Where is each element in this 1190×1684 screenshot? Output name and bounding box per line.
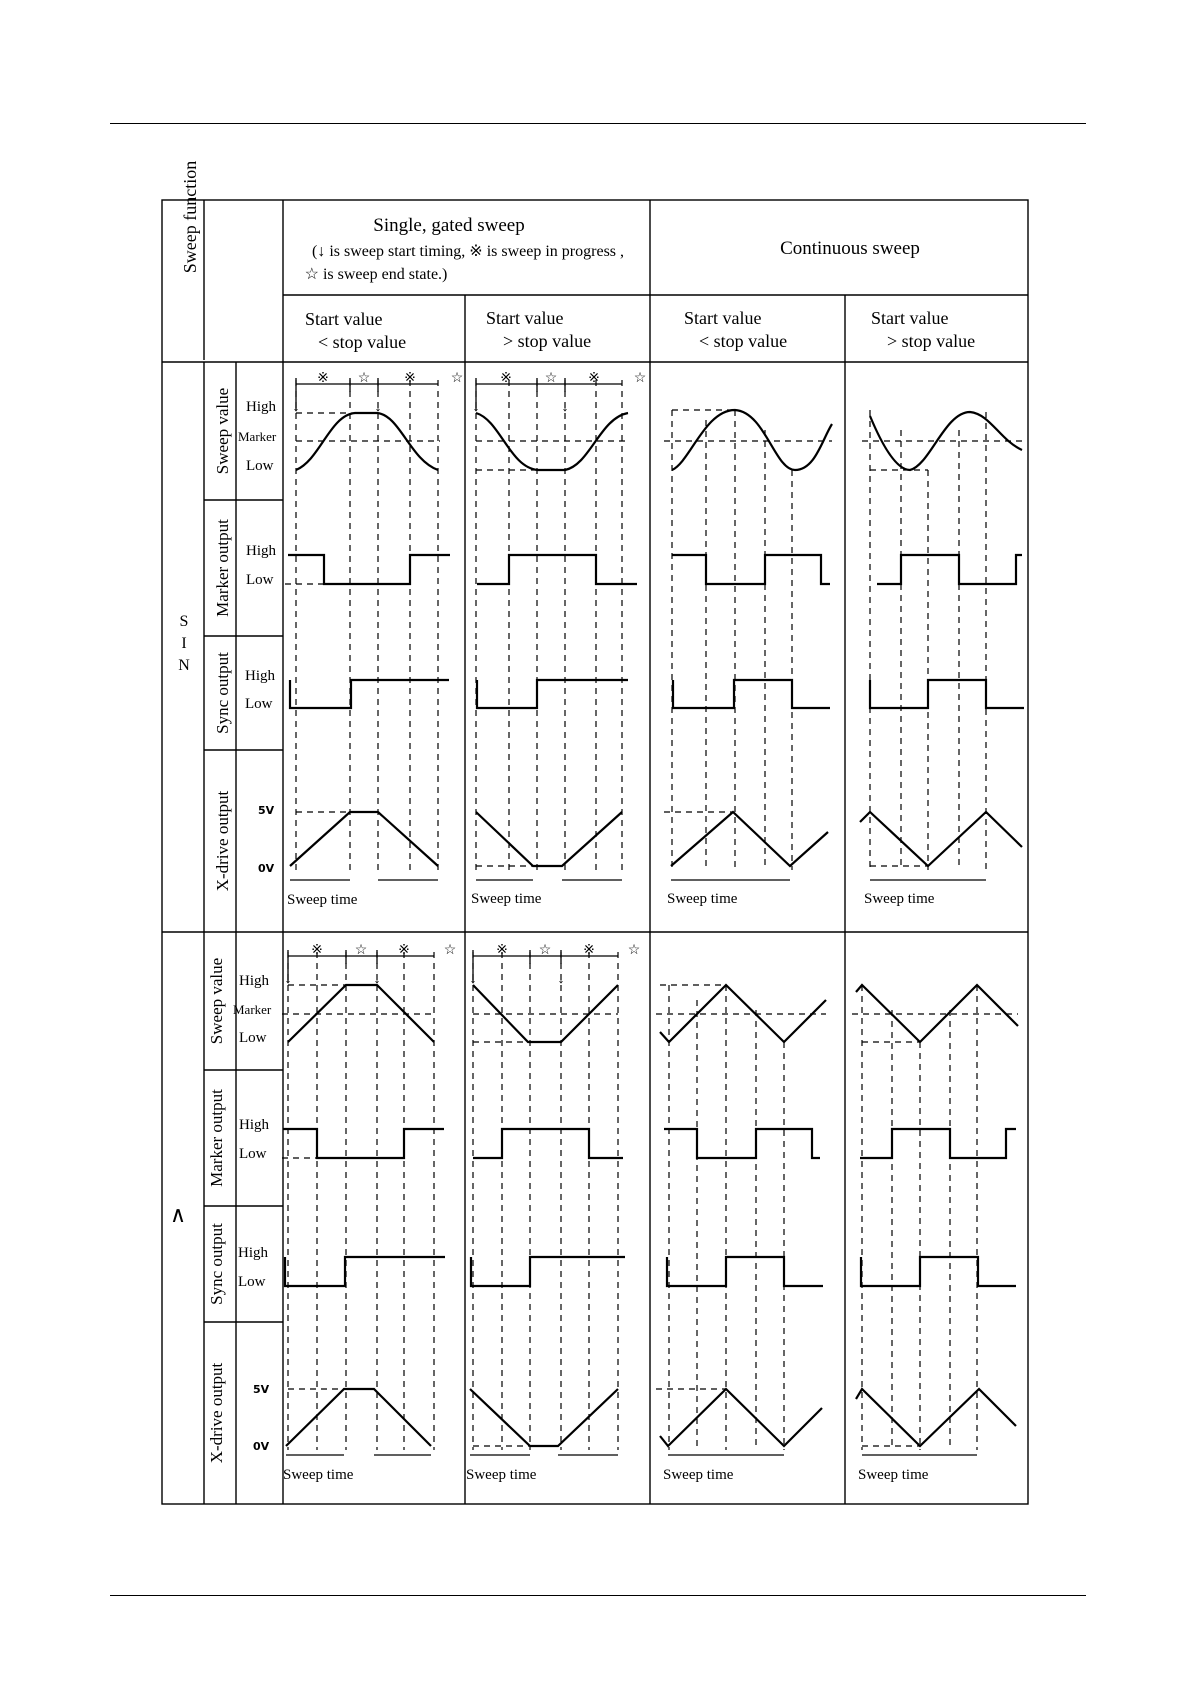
tri-col4-sweep-curve [856,985,1018,1042]
sin-row-xdrive-output: X-drive output [213,790,232,892]
sin-col4-marker-wave [877,555,1022,584]
sin-level-high: High [246,399,276,415]
row-labels [207,388,232,1463]
tri-col1-sync-wave [285,1257,445,1286]
col4-line2: > stop value [887,331,976,351]
tri-col2-start-arrow-1: ↓ [469,971,477,987]
tri-level-marker: Marker [233,1002,272,1017]
tri-col1-end-1: ☆ [354,943,368,958]
column-headers [305,308,975,352]
sin-row-sync-output: Sync output [213,652,232,734]
tri-col4-marker-wave [860,1129,1016,1158]
sweep-time-sin-4: Sweep time [864,891,935,907]
tri-col2-end-1: ☆ [538,943,552,958]
sweep-time-arrows [286,880,986,1455]
tri-col4-sync-wave [861,1257,1016,1286]
group-sin-s: S [179,613,189,630]
tri-sync-high: High [238,1245,268,1261]
sin-col1-end-1: ☆ [357,371,371,386]
sin-waveforms [288,410,1024,866]
sin-col2-start-arrow-1: ↓ [472,399,480,415]
group-sin-n: N [178,657,190,674]
sin-col1-sync-wave [290,680,449,708]
sin-xdrive-5v: 5V [258,804,275,817]
sin-col2-end-1: ☆ [544,371,558,386]
tri-col2-xdrive-wave [470,1389,618,1446]
col3-line1: Start value [684,308,762,328]
tri-xdrive-0v: 0V [253,1440,270,1453]
tri-col2-start-arrow-2: ↓ [557,971,565,987]
sin-col1-marker-wave [288,555,450,584]
tri-marker-high: High [239,1117,269,1133]
tri-marker-low: Low [239,1146,267,1162]
sin-col2-xdrive-wave [476,812,622,866]
tri-col3-sync-wave [667,1257,823,1286]
tri-level-high: High [239,973,269,989]
col1-line1: Start value [305,309,383,329]
sweep-time-labels [283,891,935,1483]
sin-col2-end-2: ☆ [633,371,647,386]
single-gated-note-line2: ☆ is sweep end state.) [304,266,448,283]
sin-sync-high: High [245,668,275,684]
sin-col1-start-arrow-2: ↓ [374,399,382,415]
tri-col3-marker-wave [664,1129,820,1158]
tri-col2-progress-1: ※ [496,943,508,958]
sin-col1-progress-2: ※ [404,371,416,386]
tri-sync-low: Low [238,1274,266,1290]
tri-col2-end-2: ☆ [627,943,641,958]
tri-row-marker-output: Marker output [207,1089,226,1187]
sin-col2-progress-1: ※ [500,371,512,386]
sin-marker-high: High [246,543,276,559]
tri-xdrive-5v: 5V [253,1383,270,1396]
sin-sync-low: Low [245,696,273,712]
sweep-time-tri-2: Sweep time [466,1467,537,1483]
sweep-time-sin-2: Sweep time [471,891,542,907]
tri-col1-start-arrow-1: ↓ [284,971,292,987]
tri-col3-xdrive-wave [660,1389,822,1446]
single-gated-note-line1: (↓ is sweep start timing, ※ is sweep in progress , [311,243,625,260]
col2-line1: Start value [486,308,564,328]
tri-col1-marker-wave [283,1129,444,1158]
sweep-time-sin-3: Sweep time [667,891,738,907]
sweep-time-tri-1: Sweep time [283,1467,354,1483]
sin-xdrive-0v: 0V [258,862,275,875]
col2-line2: > stop value [503,331,592,351]
tri-row-xdrive-output: X-drive output [207,1362,226,1464]
sin-col4-sync-wave [870,680,1024,708]
tri-col1-xdrive-wave [286,1389,431,1446]
sin-col3-xdrive-wave [671,812,828,866]
single-gated-title: Single, gated sweep [373,215,525,236]
group-sin-i: I [181,635,187,652]
sin-col2-progress-2: ※ [588,371,600,386]
sin-col3-marker-wave [672,555,830,584]
col3-line2: < stop value [699,331,788,351]
sin-col1-xdrive-wave [290,812,438,866]
sin-row-sweep-value: Sweep value [213,387,232,475]
sweep-time-sin-1: Sweep time [287,892,358,908]
sweep-time-tri-3: Sweep time [663,1467,734,1483]
continuous-title: Continuous sweep [780,238,920,259]
group-triangle-label: ∧ [169,1202,187,1227]
sin-col2-sync-wave [477,680,628,708]
tri-col4-xdrive-wave [856,1389,1016,1446]
tri-col2-sync-wave [471,1257,625,1286]
tri-row-sync-output: Sync output [207,1223,226,1305]
level-labels [233,399,277,1453]
col4-line1: Start value [871,308,949,328]
tri-col1-progress-2: ※ [398,943,410,958]
tri-col1-end-2: ☆ [443,943,457,958]
tri-col2-marker-wave [473,1129,623,1158]
col1-line2: < stop value [318,332,407,352]
sweep-function-label: Sweep function [180,160,200,274]
sin-col3-sync-wave [673,680,830,708]
sin-col3-sweep-curve [672,410,832,470]
tri-col1-start-arrow-2: ↓ [373,971,381,987]
sin-row-marker-output: Marker output [213,519,232,617]
sin-col1-progress-1: ※ [317,371,329,386]
dashed-guides [282,380,1022,1450]
tri-row-sweep-value: Sweep value [207,957,226,1045]
sin-col2-marker-wave [477,555,637,584]
sin-col1-start-arrow-1: ↓ [292,399,300,415]
sin-col2-start-arrow-2: ↓ [561,399,569,415]
sin-marker-low: Low [246,572,274,588]
tri-level-low: Low [239,1030,267,1046]
sin-level-marker: Marker [238,429,277,444]
sweep-time-tri-4: Sweep time [858,1467,929,1483]
table-grid [162,200,1028,1504]
sin-col1-end-2: ☆ [450,371,464,386]
tri-col2-progress-2: ※ [583,943,595,958]
sin-col4-xdrive-wave [860,812,1022,866]
tri-col1-progress-1: ※ [311,943,323,958]
sin-level-low: Low [246,458,274,474]
